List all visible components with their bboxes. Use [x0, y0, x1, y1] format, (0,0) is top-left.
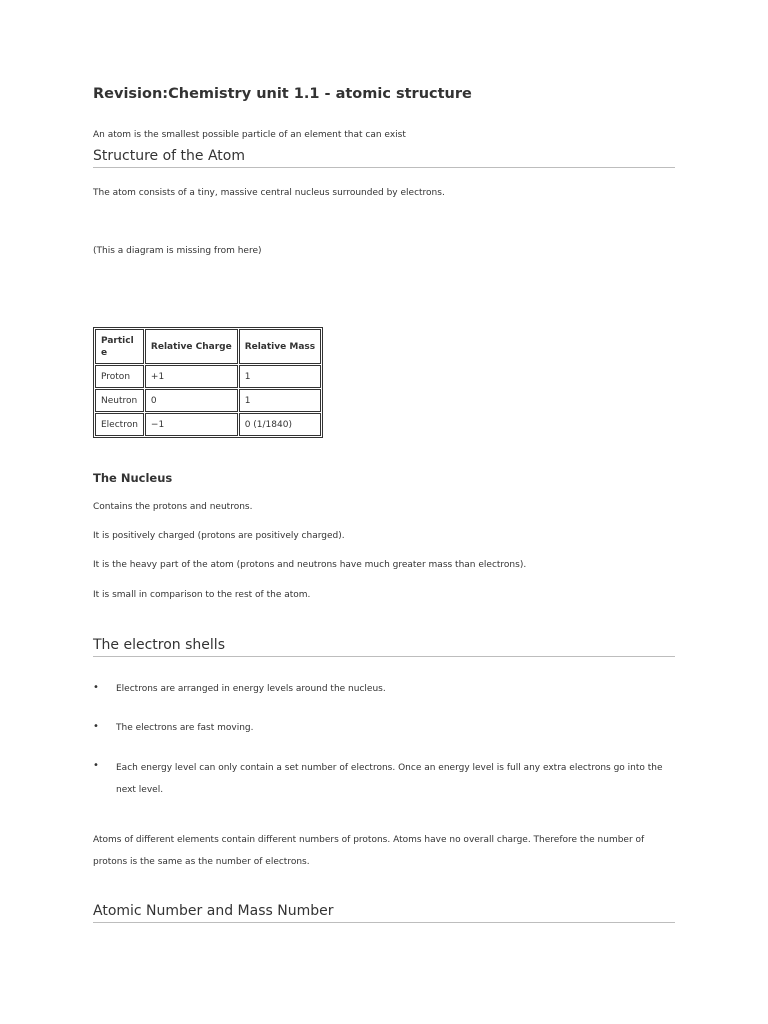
shell-bullet-text: Each energy level can only contain a set number of electrons. Once an energy level is full any extra electrons go into the next level. [116, 763, 663, 795]
nucleus-point: It is the heavy part of the atom (protons and neutrons have much greater mass than electrons). [93, 560, 527, 570]
missing-diagram-note: (This a diagram is missing from here) [93, 246, 262, 256]
table-header-relative-charge: Relative Charge [145, 329, 238, 364]
table-row [95, 389, 321, 412]
heading-structure-of-atom: Structure of the Atom [93, 148, 675, 168]
nucleus-point: Contains the protons and neutrons. [93, 502, 253, 512]
particle-table [93, 327, 323, 438]
table-cell: Electron [95, 413, 144, 436]
bullet-icon: • [93, 721, 99, 732]
nucleus-point: It is small in comparison to the rest of the atom. [93, 590, 311, 600]
bullet-icon: • [93, 760, 99, 771]
intro-text: An atom is the smallest possible particle of an element that can exist [93, 130, 406, 140]
page-title: Revision:Chemistry unit 1.1 - atomic structure [93, 86, 472, 102]
heading-atomic-number: Atomic Number and Mass Number [93, 903, 675, 923]
structure-text: The atom consists of a tiny, massive central nucleus surrounded by electrons. [93, 188, 445, 198]
table-cell: Neutron [95, 389, 144, 412]
heading-the-nucleus: The Nucleus [93, 471, 173, 485]
table-cell: 1 [239, 389, 321, 412]
table-row [95, 413, 321, 436]
table-cell: −1 [145, 413, 238, 436]
table-cell: +1 [145, 365, 238, 388]
table-row [95, 365, 321, 388]
shell-bullet-text: Electrons are arranged in energy levels around the nucleus. [116, 684, 386, 694]
table-header-row [95, 329, 321, 364]
table-cell: 0 (1/1840) [239, 413, 321, 436]
table-header-relative-mass: Relative Mass [239, 329, 321, 364]
shell-bullet-text: The electrons are fast moving. [116, 723, 254, 733]
bullet-icon: • [93, 682, 99, 693]
heading-electron-shells: The electron shells [93, 637, 675, 657]
shells-paragraph: Atoms of different elements contain different numbers of protons. Atoms have no overall charge. Therefore the number of protons is the same as the number of electrons. [93, 835, 645, 867]
nucleus-point: It is positively charged (protons are positively charged). [93, 531, 345, 541]
table-header-particle: Particle [95, 329, 144, 364]
table-cell: Proton [95, 365, 144, 388]
table-cell: 1 [239, 365, 321, 388]
table-cell: 0 [145, 389, 238, 412]
